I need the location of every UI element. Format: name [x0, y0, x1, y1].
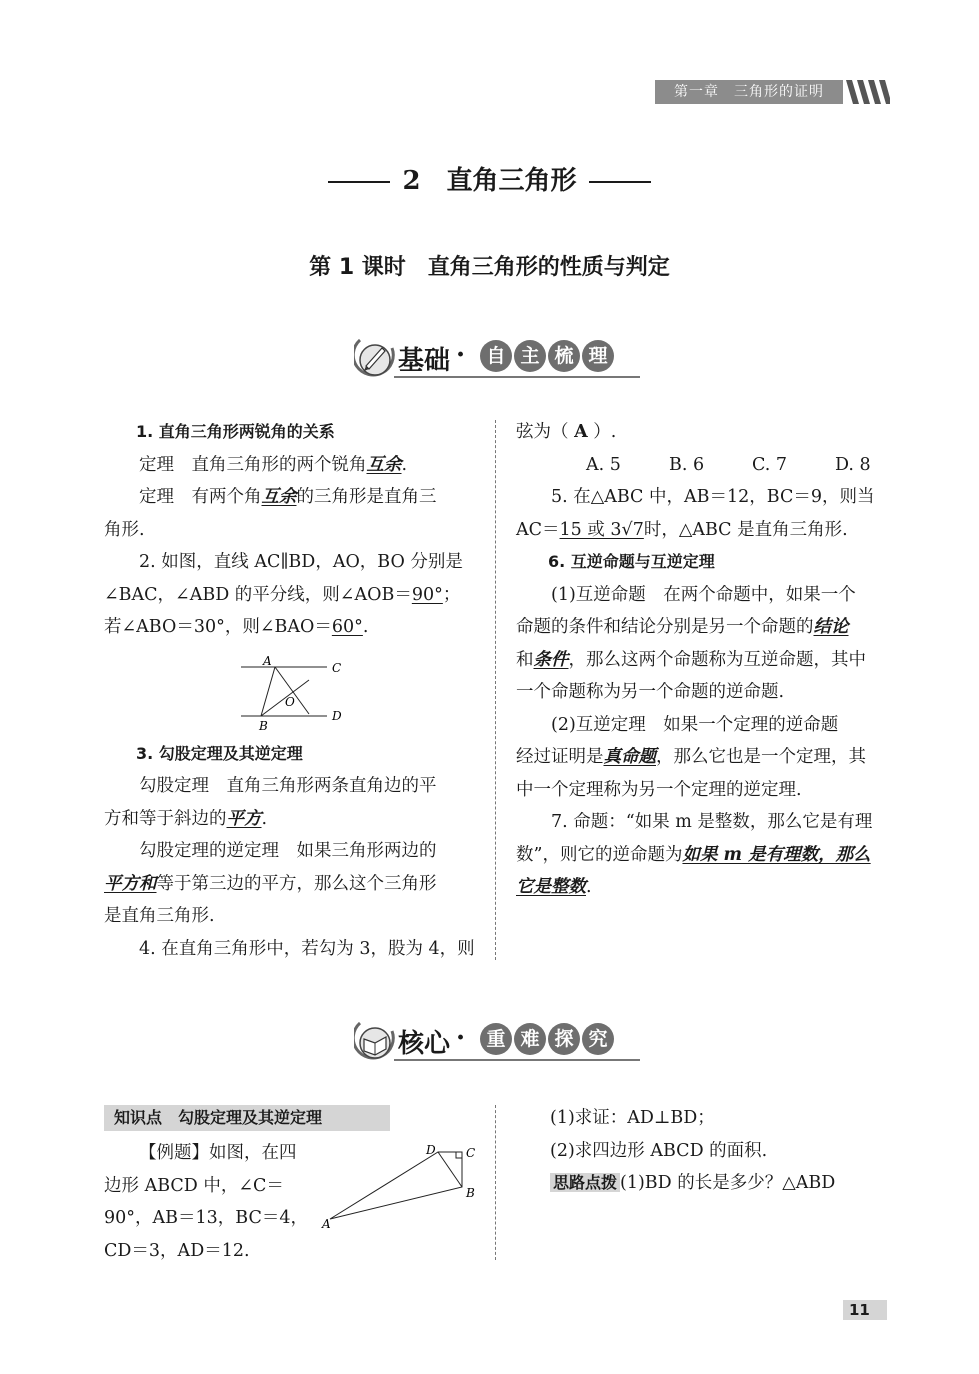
- q1-answer-1: 互余: [366, 454, 402, 475]
- lesson-title: 第 1 课时 直角三角形的性质与判定: [309, 255, 670, 280]
- q2-fig-label-B: B: [259, 719, 268, 733]
- example-text: [104, 1137, 319, 1267]
- q3-line2: 方和等于斜边的平方.: [104, 808, 268, 829]
- q1-line2: 定理 有两个角互余的三角形是直角三: [139, 487, 437, 507]
- q2-fig-label-C: C: [332, 661, 342, 675]
- title-rule-right: [589, 181, 651, 183]
- banner-core-char-1: 重: [480, 1023, 512, 1055]
- q1-answer-2: 互余: [261, 487, 297, 507]
- q7-line2: 数”，则它的逆命题为如果 m 是有理数，那么: [516, 844, 871, 865]
- banner-basics-dot: ·: [456, 340, 466, 370]
- q6-answer-3: 真命题: [603, 747, 656, 767]
- banner-core-underline: [394, 1059, 640, 1061]
- title-rule-left: [328, 181, 390, 183]
- q4-choice-d: D. 8: [835, 454, 871, 475]
- core-fig-label-A: A: [322, 1217, 331, 1231]
- q2-answer-1: 90°: [411, 584, 443, 605]
- q1-line3: 角形.: [104, 519, 145, 540]
- q2-line2: ∠BAC，∠ABD 的平分线，则∠AOB＝90°；: [104, 584, 461, 605]
- column-divider-bottom: [495, 1105, 496, 1260]
- q7-answer-2: 它是整数: [516, 877, 586, 897]
- hint-text: (1)BD 的长是多少？△ABD: [620, 1173, 836, 1193]
- section-title: [0, 160, 979, 197]
- q2-answer-2: 60°: [331, 617, 363, 637]
- question-2: (2)求四边形 ABCD 的面积.: [550, 1140, 768, 1161]
- q3-answer-1: 平方: [226, 808, 262, 829]
- q6-line1: (1)互逆命题 在两个命题中，如果一个: [551, 584, 856, 605]
- q5-line2: AC＝15 或 3√7时，△ABC 是直角三角形.: [516, 519, 848, 540]
- banner-core-char-3: 探: [548, 1023, 580, 1055]
- chapter-label: 第一章 三角形的证明: [655, 80, 843, 104]
- banner-basics-char-4: 理: [582, 340, 614, 372]
- chapter-stripes-decoration: [846, 80, 890, 104]
- pencil-globe-icon: [354, 332, 396, 380]
- example-line4: CD＝3，AD＝12.: [104, 1240, 250, 1261]
- q3-line4: 平方和等于第三边的平方，那么这个三角形: [104, 873, 437, 894]
- core-fig-label-D: D: [426, 1143, 436, 1157]
- q4-line1: 4. 在直角三角形中，若勾为 3，股为 4，则: [139, 938, 475, 959]
- q6-line2: 命题的条件和结论分别是另一个命题的结论: [516, 617, 849, 637]
- example-line1: 【例题】如图，在四: [139, 1143, 297, 1163]
- question-1: (1)求证：AD⊥BD；: [550, 1108, 715, 1128]
- q6-line5: (2)互逆定理 如果一个定理的逆命题: [551, 714, 839, 735]
- q6-line6: 经过证明是真命题，那么它也是一个定理，其: [516, 747, 866, 767]
- banner-core-char-2: 难: [514, 1023, 546, 1055]
- banner-basics: [350, 330, 650, 386]
- example-line3: 90°，AB＝13，BC＝4，: [104, 1208, 308, 1228]
- example-line2: 边形 ABCD 中，∠C＝: [104, 1175, 284, 1196]
- core-fig-label-B: B: [466, 1186, 475, 1200]
- book-globe-icon: [354, 1015, 396, 1063]
- q2-fig-label-O: O: [285, 695, 295, 709]
- q2-line1: 2. 如图，直线 AC∥BD，AO，BO 分别是: [139, 552, 463, 572]
- banner-basics-underline: [394, 376, 640, 378]
- q4-choice-b: B. 6: [669, 454, 705, 475]
- banner-core-dot: ·: [456, 1023, 466, 1053]
- q3-line1: 勾股定理 直角三角形两条直角边的平: [139, 776, 437, 796]
- q4-choice-a: A. 5: [586, 454, 621, 475]
- q2-fig-label-D: D: [332, 709, 342, 723]
- hint-line: [550, 1167, 890, 1200]
- core-right-text: [550, 1102, 890, 1200]
- q6-answer-2: 条件: [533, 649, 569, 670]
- q7-line3: 它是整数.: [516, 877, 592, 897]
- column-divider-top: [495, 420, 496, 960]
- q5-line1: 5. 在△ABC 中，AB＝12，BC＝9，则当: [551, 487, 875, 507]
- section-title-text: 2 直角三角形: [402, 166, 577, 196]
- q7-answer-1: 如果 m 是有理数，那么: [682, 844, 871, 865]
- banner-basics-char-1: 自: [480, 340, 512, 372]
- right-column: [516, 416, 888, 904]
- q4-line2: 弦为（ A ）.: [516, 422, 617, 442]
- q3-heading: 3. 勾股定理及其逆定理: [136, 743, 303, 763]
- q2-line3: 若∠ABO＝30°，则∠BAO＝60°.: [104, 617, 369, 637]
- knowledge-point-tag: 知识点 勾股定理及其逆定理: [104, 1105, 390, 1131]
- banner-core-char-4: 究: [582, 1023, 614, 1055]
- q3-answer-2: 平方和: [104, 873, 157, 894]
- q6-line3: 和条件，那么这两个命题称为互逆命题，其中: [516, 649, 866, 670]
- q6-line7: 中一个定理称为另一个定理的逆定理.: [516, 779, 802, 800]
- banner-basics-title: 基础: [398, 346, 451, 376]
- q1-line1: 定理 直角三角形的两个锐角互余.: [139, 454, 408, 475]
- q2-fig-label-A: A: [263, 654, 272, 668]
- q3-line5: 是直角三角形.: [104, 906, 215, 926]
- q3-line3: 勾股定理的逆定理 如果三角形两边的: [139, 841, 437, 861]
- q1-heading: 1. 直角三角形两锐角的关系: [136, 422, 335, 441]
- banner-basics-char-2: 主: [514, 340, 546, 372]
- q2-parallel-lines-figure: [235, 652, 355, 736]
- q4-answer: A: [574, 422, 588, 442]
- quadrilateral-abcd-figure: [320, 1142, 482, 1232]
- q6-line4: 一个命题称为另一个命题的逆命题.: [516, 682, 785, 702]
- core-fig-label-C: C: [466, 1146, 476, 1160]
- hint-tag: 思路点拨: [550, 1173, 620, 1192]
- q6-heading: 6. 互逆命题与互逆定理: [548, 552, 715, 571]
- q4-choice-c: C. 7: [752, 454, 788, 475]
- banner-basics-char-3: 梳: [548, 340, 580, 372]
- page-number: 11: [843, 1300, 887, 1320]
- banner-core-title: 核心: [398, 1029, 451, 1059]
- q5-answer: 15 或 3√7: [559, 519, 644, 540]
- q4-choices: [516, 449, 888, 482]
- q7-line1: 7. 命题：“如果 m 是整数，那么它是有理: [551, 812, 873, 832]
- banner-core: [350, 1013, 650, 1069]
- q6-answer-1: 结论: [813, 617, 849, 637]
